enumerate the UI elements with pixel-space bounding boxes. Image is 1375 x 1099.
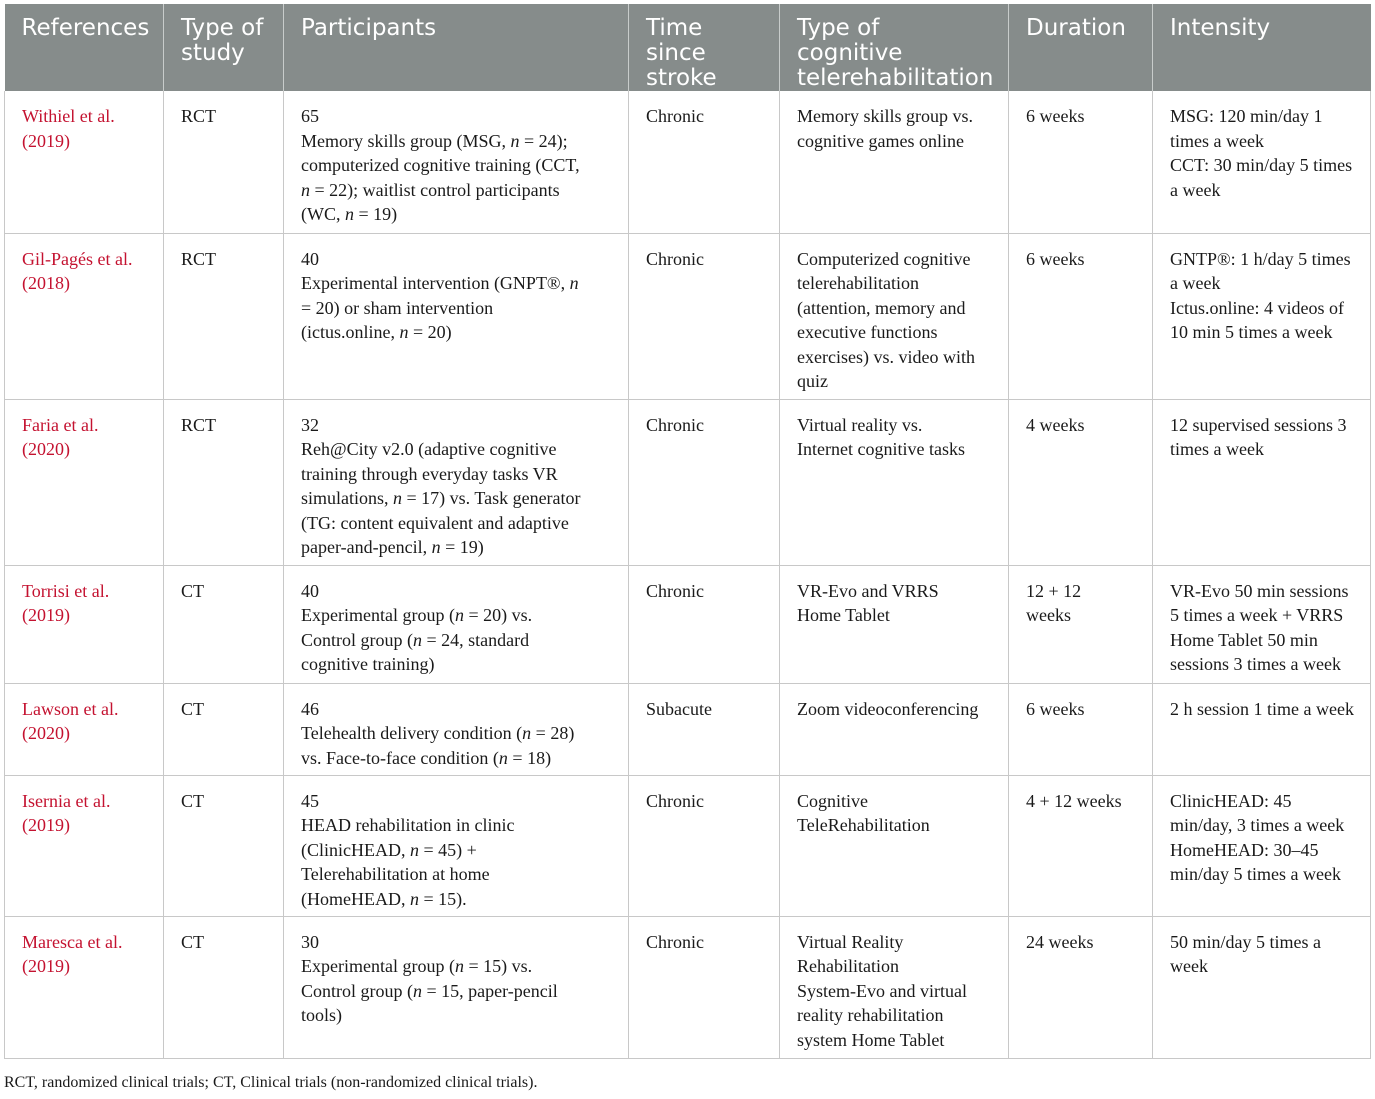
- header-telerehabilitation: Type of cognitive telerehabilitation: [780, 4, 1009, 91]
- reference-link[interactable]: Isernia et al. (2019): [5, 775, 164, 916]
- duration-cell: 24 weeks: [1009, 916, 1153, 1058]
- telerehabilitation-cell: Virtual reality vs. Internet cognitive tasks: [780, 399, 1009, 565]
- time-since-stroke-cell: Chronic: [629, 399, 780, 565]
- reference-link[interactable]: Lawson et al. (2020): [5, 683, 164, 775]
- intensity-cell: VR-Evo 50 min sessions 5 times a week + VRRS Home Tablet 50 min sessions 3 times a week: [1153, 565, 1371, 683]
- study-type-cell: CT: [164, 916, 284, 1058]
- participants-cell: 65 Memory skills group (MSG, n = 24); computerized cognitive training (CCT, n = 22); waitlist control participants (WC, n = 19): [284, 91, 629, 233]
- reference-link[interactable]: Maresca et al. (2019): [5, 916, 164, 1058]
- time-since-stroke-cell: Chronic: [629, 916, 780, 1058]
- intensity-cell: MSG: 120 min/day 1 times a week CCT: 30 min/day 5 times a week: [1153, 91, 1371, 233]
- time-since-stroke-cell: Chronic: [629, 775, 780, 916]
- study-type-cell: RCT: [164, 233, 284, 399]
- participants-cell: 45 HEAD rehabilitation in clinic (ClinicHEAD, n = 45) + Telerehabilitation at home (HomeHEAD, n = 15).: [284, 775, 629, 916]
- intensity-cell: GNTP®: 1 h/day 5 times a week Ictus.online: 4 videos of 10 min 5 times a week: [1153, 233, 1371, 399]
- duration-cell: 4 weeks: [1009, 399, 1153, 565]
- duration-cell: 4 + 12 weeks: [1009, 775, 1153, 916]
- telerehabilitation-cell: Cognitive TeleRehabilitation: [780, 775, 1009, 916]
- header-duration: Duration: [1009, 4, 1153, 91]
- telerehabilitation-cell: Virtual Reality Rehabilitation System-Evo and virtual reality rehabilitation system Home Tablet: [780, 916, 1009, 1058]
- header-participants: Participants: [284, 4, 629, 91]
- reference-link[interactable]: Faria et al. (2020): [5, 399, 164, 565]
- intensity-cell: 50 min/day 5 times a week: [1153, 916, 1371, 1058]
- intensity-cell: ClinicHEAD: 45 min/day, 3 times a week HomeHEAD: 30–45 min/day 5 times a week: [1153, 775, 1371, 916]
- table-row: [5, 775, 1371, 916]
- study-type-cell: CT: [164, 565, 284, 683]
- header-row: [5, 4, 1371, 91]
- duration-cell: 12 + 12 weeks: [1009, 565, 1153, 683]
- study-type-cell: RCT: [164, 399, 284, 565]
- intensity-cell: 12 supervised sessions 3 times a week: [1153, 399, 1371, 565]
- participants-cell: 40 Experimental group (n = 20) vs. Control group (n = 24, standard cognitive training): [284, 565, 629, 683]
- reference-link[interactable]: Gil-Pagés et al. (2018): [5, 233, 164, 399]
- table-row: [5, 91, 1371, 233]
- duration-cell: 6 weeks: [1009, 683, 1153, 775]
- telerehabilitation-cell: Zoom videoconferencing: [780, 683, 1009, 775]
- telerehabilitation-cell: Computerized cognitive telerehabilitation (attention, memory and executive functions exercises) vs. video with quiz: [780, 233, 1009, 399]
- study-type-cell: CT: [164, 775, 284, 916]
- time-since-stroke-cell: Subacute: [629, 683, 780, 775]
- table-row: [5, 683, 1371, 775]
- time-since-stroke-cell: Chronic: [629, 565, 780, 683]
- table-row: [5, 916, 1371, 1058]
- telerehabilitation-cell: Memory skills group vs. cognitive games online: [780, 91, 1009, 233]
- table-footnote: RCT, randomized clinical trials; CT, Clinical trials (non-randomized clinical trials).: [4, 1074, 538, 1091]
- participants-cell: 40 Experimental intervention (GNPT®, n = 20) or sham intervention (ictus.online, n = 20): [284, 233, 629, 399]
- table-row: [5, 233, 1371, 399]
- study-type-cell: RCT: [164, 91, 284, 233]
- table-row: [5, 399, 1371, 565]
- reference-link[interactable]: Withiel et al. (2019): [5, 91, 164, 233]
- table-container: [4, 4, 1370, 1059]
- duration-cell: 6 weeks: [1009, 91, 1153, 233]
- reference-link[interactable]: Torrisi et al. (2019): [5, 565, 164, 683]
- header-references: References: [5, 4, 164, 91]
- table-row: [5, 565, 1371, 683]
- header-intensity: Intensity: [1153, 4, 1371, 91]
- telerehabilitation-cell: VR-Evo and VRRS Home Tablet: [780, 565, 1009, 683]
- intensity-cell: 2 h session 1 time a week: [1153, 683, 1371, 775]
- header-time-since-stroke: Time since stroke: [629, 4, 780, 91]
- header-type-of-study: Type of study: [164, 4, 284, 91]
- participants-cell: 46 Telehealth delivery condition (n = 28) vs. Face-to-face condition (n = 18): [284, 683, 629, 775]
- time-since-stroke-cell: Chronic: [629, 91, 780, 233]
- studies-table: [4, 4, 1371, 1059]
- duration-cell: 6 weeks: [1009, 233, 1153, 399]
- participants-cell: 32 Reh@City v2.0 (adaptive cognitive training through everyday tasks VR simulations, n = 17) vs. Task generator (TG: content equivalent and adaptive paper-and-pencil, n = 19): [284, 399, 629, 565]
- time-since-stroke-cell: Chronic: [629, 233, 780, 399]
- participants-cell: 30 Experimental group (n = 15) vs. Control group (n = 15, paper-pencil tools): [284, 916, 629, 1058]
- study-type-cell: CT: [164, 683, 284, 775]
